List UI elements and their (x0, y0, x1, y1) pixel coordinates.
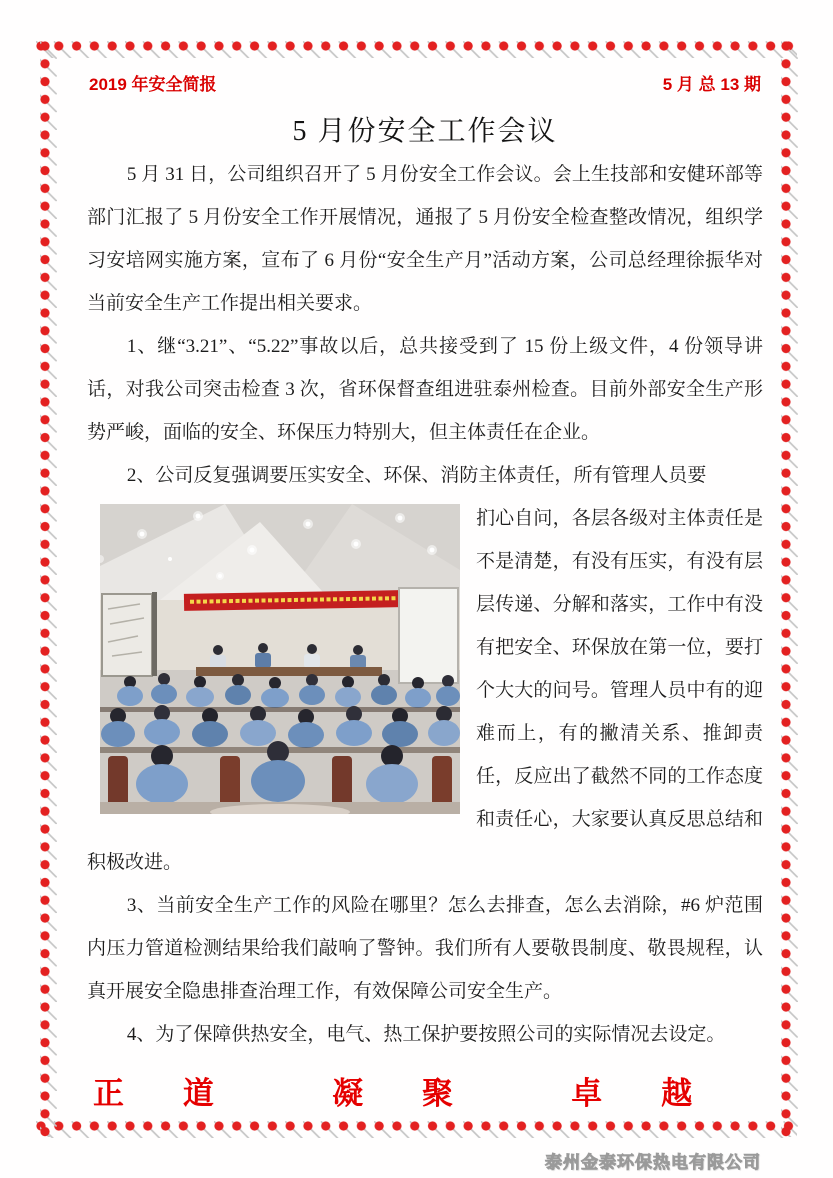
border-dots-top (36, 41, 797, 58)
company-watermark: 泰州金泰环保热电有限公司 (545, 1153, 761, 1172)
paragraph-intro: 5 月 31 日，公司组织召开了 5 月份安全工作会议。会上生技部和安健环部等部门汇报了 5 月份安全工作开展情况，通报了 5 月份安全检查整改情况，组织学习安培网实施方案，宣布了 6 月份“安全生产月”活动方案，公司总经理徐振华对当前安全生产工作提出相关要求。 (87, 164, 763, 314)
paragraph-item-1: 1、继“3.21”、“5.22”事故以后，总共接受到了 15 份上级文件，4 份领导讲话，对我公司突击检查 3 次，省环保督查组进驻泰州检查。目前外部安全生产形势严峻，面临的安全、环保压力特别大，但主体责任在企业。 (87, 336, 763, 443)
meeting-photo (100, 504, 460, 814)
page-title: 5 月份安全工作会议 (292, 116, 558, 147)
meeting-photo-graphic (100, 504, 460, 814)
slogan-banner (87, 1068, 763, 1113)
paragraph-item-2-wrap-text: 扪心自问，各层各级对主体责任是不是清楚，有没有压实，有没有层层传递、分解和落实，工作中有没有把安全、环保放在第一位，要打个大大的问号。管理人员中有的迎难而上，有的撇清关系、推卸责任，反应出了截然不同的工作态度和责任心，大家要认真反思总结和积极改进。 (87, 508, 763, 873)
paragraph-item-2-intro: 2、公司反复强调要压实安全、环保、消防主体责任，所有管理人员要 (126, 465, 707, 486)
border-dots-bottom (36, 1121, 797, 1138)
slogan-word-1: 正道 (93, 1076, 273, 1111)
border-dots-left (40, 41, 57, 1137)
paragraph-item-2-body (87, 497, 763, 884)
slogan-word-3: 卓越 (571, 1076, 751, 1111)
slogan-word-2: 凝聚 (332, 1076, 512, 1111)
bulletin-header (87, 70, 763, 95)
bulletin-year-label: 2019 年安全简报 (89, 75, 217, 94)
border-dots-right (781, 41, 798, 1137)
bulletin-issue-label: 5 月 总 13 期 (662, 75, 761, 94)
page-content (87, 70, 763, 1113)
article-body (87, 153, 763, 1056)
paragraph-item-4: 4、为了保障供热安全，电气、热工保护要按照公司的实际情况去设定。 (126, 1024, 726, 1045)
paragraph-item-3: 3、当前安全生产工作的风险在哪里？怎么去排查，怎么去消除，#6 炉范围内压力管道检测结果给我们敲响了警钟。我们所有人要敬畏制度、敬畏规程，认真开展安全隐患排查治理工作，有效保障公司安全生产。 (87, 895, 763, 1002)
